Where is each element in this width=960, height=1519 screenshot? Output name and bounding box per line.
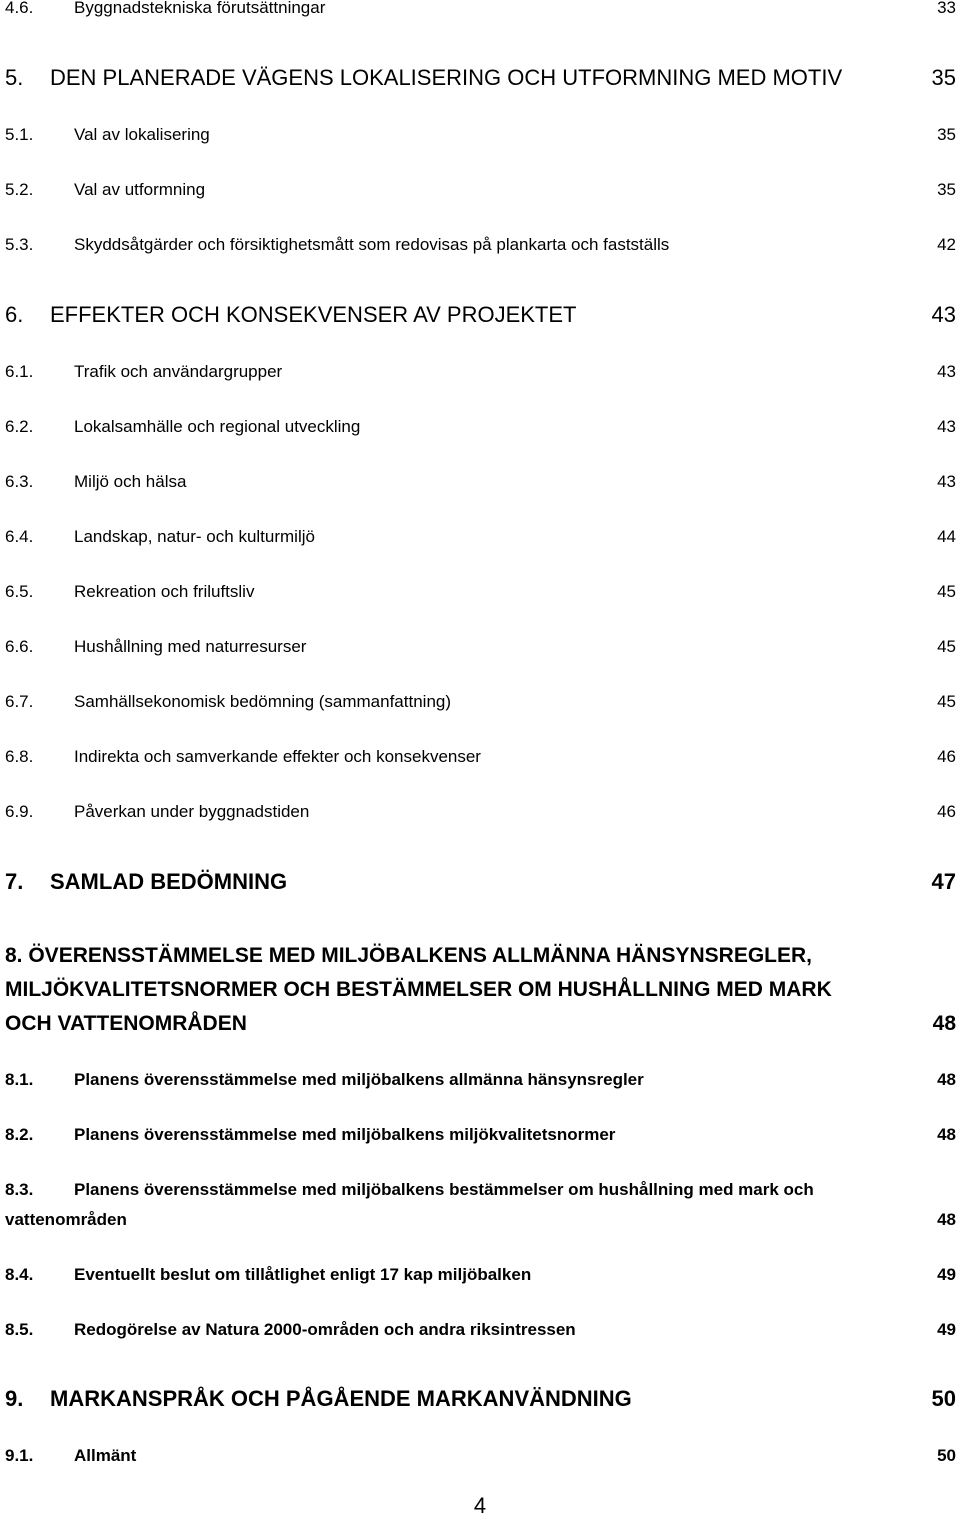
toc-title: Rekreation och friluftsliv (74, 582, 255, 601)
toc-page: 48 (932, 1012, 956, 1035)
toc-title-line: OCH VATTENOMRÅDEN (5, 1012, 247, 1035)
toc-page: 43 (937, 417, 956, 436)
toc-title: Samhällsekonomisk bedömning (sammanfattning) (74, 692, 452, 711)
toc-page: 48 (937, 1210, 956, 1229)
toc-number: 5.3. (5, 235, 34, 254)
toc-number: 6.6. (5, 637, 34, 656)
toc-title-line: MILJÖKVALITETSNORMER OCH BESTÄMMELSER OM HUSHÅLLNING MED MARK (5, 978, 832, 1001)
toc-page: 35 (937, 125, 956, 144)
toc-title-line: 8. ÖVERENSSTÄMMELSE MED MILJÖBALKENS ALLMÄNNA HÄNSYNSREGLER, (5, 944, 812, 967)
toc-page: 33 (937, 0, 956, 17)
toc-title: Planens överensstämmelse med miljöbalkens allmänna hänsynsregler (74, 1070, 644, 1089)
toc-number: 6.3. (5, 472, 34, 491)
toc-page: 43 (937, 362, 956, 381)
toc-title: Påverkan under byggnadstiden (74, 802, 310, 821)
toc-number: 6.8. (5, 747, 34, 766)
toc-page: 49 (937, 1320, 956, 1339)
toc-page: 49 (937, 1265, 956, 1284)
toc-title: Landskap, natur- och kulturmiljö (74, 527, 315, 546)
toc-page: 43 (937, 472, 956, 491)
toc-entry (5, 939, 956, 1049)
toc-title: Allmänt (74, 1446, 137, 1465)
toc-number: 8.4. (5, 1265, 34, 1284)
toc-page: 46 (937, 747, 956, 766)
toc-page: 45 (937, 692, 956, 711)
toc-page: 46 (937, 802, 956, 821)
toc-page: 35 (937, 180, 956, 199)
toc-page: 45 (937, 637, 956, 656)
toc-number: 9.1. (5, 1446, 34, 1465)
toc-number: 5. (5, 65, 24, 90)
toc-number: 7. (5, 869, 24, 894)
toc-number: 8.3. (5, 1180, 34, 1199)
toc-page: 43 (931, 302, 956, 327)
toc-number: 8.1. (5, 1070, 34, 1089)
toc-title: Lokalsamhälle och regional utveckling (74, 417, 361, 436)
toc-title: Trafik och användargrupper (74, 362, 283, 381)
toc-number: 9. (5, 1386, 24, 1411)
toc-page: 48 (937, 1070, 956, 1089)
toc-number: 6.9. (5, 802, 34, 821)
toc-number: 6.5. (5, 582, 34, 601)
toc-title-continuation: vattenområden (5, 1210, 127, 1229)
toc-title: Planens överensstämmelse med miljöbalkens bestämmelser om hushållning med mark och (74, 1180, 814, 1199)
page-number: 4 (473, 1493, 487, 1518)
toc-page: 47 (931, 869, 956, 894)
toc-number: 6. (5, 302, 24, 327)
toc-title: MARKANSPRÅK OCH PÅGÅENDE MARKANVÄNDNING (50, 1386, 632, 1411)
toc-number: 5.1. (5, 125, 34, 144)
toc-number: 6.7. (5, 692, 34, 711)
toc-title: EFFEKTER OCH KONSEKVENSER AV PROJEKTET (50, 302, 577, 327)
toc-number: 8.2. (5, 1125, 34, 1144)
toc-number: 6.4. (5, 527, 34, 546)
toc-page: 45 (937, 582, 956, 601)
toc-number: 5.2. (5, 180, 34, 199)
toc-title: Skyddsåtgärder och försiktighetsmått som redovisas på plankarta och fastställs (74, 235, 670, 254)
toc-title: Redogörelse av Natura 2000-områden och andra riksintressen (74, 1320, 576, 1339)
toc-title: Val av lokalisering (74, 125, 210, 144)
toc-page: 35 (931, 65, 956, 90)
toc-title: Eventuellt beslut om tillåtlighet enligt 17 kap miljöbalken (74, 1265, 532, 1284)
toc-title: Miljö och hälsa (74, 472, 187, 491)
toc-page: 50 (937, 1446, 956, 1465)
toc-page: 44 (937, 527, 956, 546)
toc-title: Indirekta och samverkande effekter och konsekvenser (74, 747, 481, 766)
toc-number: 6.2. (5, 417, 34, 436)
toc-title: SAMLAD BEDÖMNING (50, 869, 288, 894)
toc-number: 4.6. (5, 0, 34, 17)
toc-number: 6.1. (5, 362, 34, 381)
toc-entry (5, 1180, 956, 1240)
toc-page: 50 (931, 1386, 956, 1411)
toc-title: Byggnadstekniska förutsättningar (74, 0, 326, 17)
toc-title: DEN PLANERADE VÄGENS LOKALISERING OCH UTFORMNING MED MOTIV (50, 65, 843, 90)
toc-title: Hushållning med naturresurser (74, 637, 307, 656)
toc-number: 8.5. (5, 1320, 34, 1339)
toc-title: Val av utformning (74, 180, 206, 199)
toc-page: 48 (937, 1125, 956, 1144)
toc-title: Planens överensstämmelse med miljöbalkens miljökvalitetsnormer (74, 1125, 616, 1144)
toc-page: 42 (937, 235, 956, 254)
